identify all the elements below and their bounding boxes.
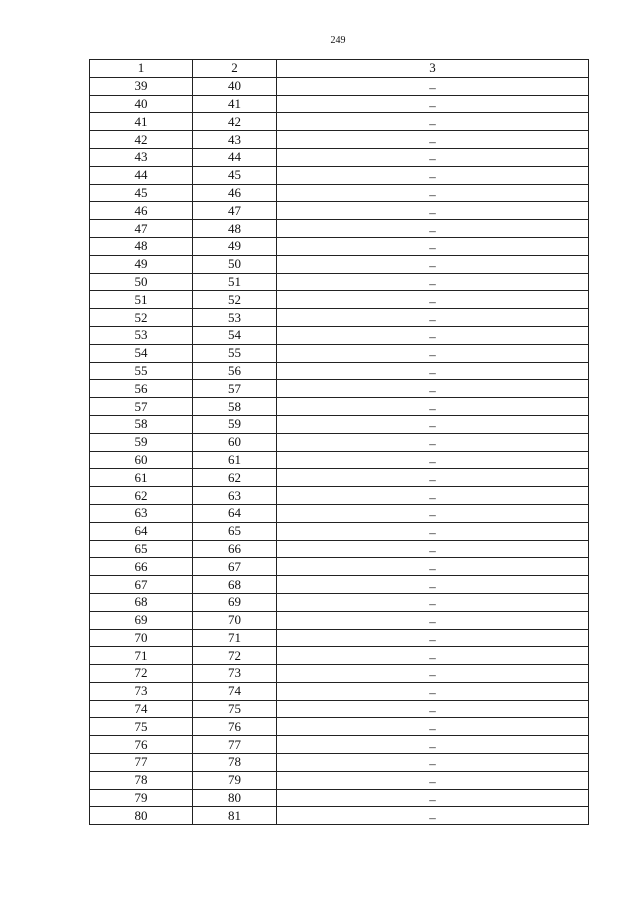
dash-mark: – <box>429 774 436 790</box>
table-row <box>90 736 589 754</box>
table-cell-col-1: 48 <box>90 237 193 255</box>
dash-mark: – <box>429 293 436 309</box>
table-cell-col-2: 41 <box>193 95 277 113</box>
table-cell-col-1: 77 <box>90 754 193 772</box>
table-cell-col-2: 61 <box>193 451 277 469</box>
table-row <box>90 718 589 736</box>
table-row <box>90 237 589 255</box>
table-cell-col-2: 43 <box>193 131 277 149</box>
table-cell-col-3 <box>277 558 589 576</box>
table-cell-col-1: 80 <box>90 807 193 825</box>
dash-mark: – <box>429 169 436 185</box>
table-row <box>90 255 589 273</box>
table-cell-col-2: 55 <box>193 344 277 362</box>
dash-mark: – <box>429 222 436 238</box>
table-cell-col-1: 78 <box>90 771 193 789</box>
dash-mark: – <box>429 275 436 291</box>
dash-mark: – <box>429 667 436 683</box>
dash-mark: – <box>429 311 436 327</box>
table-cell-col-1: 60 <box>90 451 193 469</box>
table-cell-col-3 <box>277 576 589 594</box>
table-row <box>90 362 589 380</box>
dash-mark: – <box>429 542 436 558</box>
table-row <box>90 380 589 398</box>
dash-mark: – <box>429 400 436 416</box>
table-cell-col-3 <box>277 273 589 291</box>
dash-mark: – <box>429 436 436 452</box>
table-row <box>90 148 589 166</box>
table-cell-col-3 <box>277 95 589 113</box>
table-cell-col-1: 44 <box>90 166 193 184</box>
table-cell-col-2: 47 <box>193 202 277 220</box>
table-body <box>90 77 589 824</box>
table-cell-col-3 <box>277 220 589 238</box>
table-row <box>90 611 589 629</box>
dash-mark: – <box>429 329 436 345</box>
dash-mark: – <box>429 685 436 701</box>
table-cell-col-3 <box>277 131 589 149</box>
table-cell-col-1: 68 <box>90 593 193 611</box>
table-cell-col-3 <box>277 415 589 433</box>
dash-mark: – <box>429 133 436 149</box>
dash-mark: – <box>429 720 436 736</box>
table-cell-col-1: 45 <box>90 184 193 202</box>
table-cell-col-3 <box>277 451 589 469</box>
dash-mark: – <box>429 507 436 523</box>
table-cell-col-3 <box>277 398 589 416</box>
dash-mark: – <box>429 186 436 202</box>
table-row <box>90 629 589 647</box>
table-cell-col-2: 45 <box>193 166 277 184</box>
table-row <box>90 754 589 772</box>
table-cell-col-3 <box>277 682 589 700</box>
table-cell-col-3 <box>277 504 589 522</box>
dash-mark: – <box>429 809 436 825</box>
dash-mark: – <box>429 347 436 363</box>
table-cell-col-3 <box>277 718 589 736</box>
dash-mark: – <box>429 418 436 434</box>
table-row <box>90 593 589 611</box>
table-cell-col-1: 58 <box>90 415 193 433</box>
table-cell-col-2: 69 <box>193 593 277 611</box>
table-cell-col-3 <box>277 469 589 487</box>
table-cell-col-1: 73 <box>90 682 193 700</box>
dash-mark: – <box>429 792 436 808</box>
dash-mark: – <box>429 258 436 274</box>
table-cell-col-1: 65 <box>90 540 193 558</box>
table-row <box>90 415 589 433</box>
dash-mark: – <box>429 489 436 505</box>
dash-mark: – <box>429 614 436 630</box>
table-cell-col-2: 80 <box>193 789 277 807</box>
table-cell-col-3 <box>277 807 589 825</box>
table-cell-col-2: 79 <box>193 771 277 789</box>
table-row <box>90 682 589 700</box>
table-cell-col-1: 39 <box>90 77 193 95</box>
dash-mark: – <box>429 382 436 398</box>
table-cell-col-1: 52 <box>90 309 193 327</box>
page-number: 249 <box>330 35 346 46</box>
dash-mark: – <box>429 97 436 113</box>
table-cell-col-1: 56 <box>90 380 193 398</box>
table-cell-col-2: 40 <box>193 77 277 95</box>
table-cell-col-2: 53 <box>193 309 277 327</box>
dash-mark: – <box>429 703 436 719</box>
table-cell-col-2: 56 <box>193 362 277 380</box>
table-cell-col-2: 81 <box>193 807 277 825</box>
table-cell-col-3 <box>277 433 589 451</box>
table-row <box>90 77 589 95</box>
table-cell-col-1: 64 <box>90 522 193 540</box>
table-cell-col-3 <box>277 148 589 166</box>
table-cell-col-1: 63 <box>90 504 193 522</box>
table-cell-col-1: 55 <box>90 362 193 380</box>
table-cell-col-3 <box>277 77 589 95</box>
table-row <box>90 807 589 825</box>
table-cell-col-1: 76 <box>90 736 193 754</box>
table-cell-col-1: 72 <box>90 665 193 683</box>
dash-mark: – <box>429 364 436 380</box>
data-table <box>89 59 589 825</box>
table-cell-col-2: 46 <box>193 184 277 202</box>
table-row <box>90 469 589 487</box>
table-cell-col-2: 50 <box>193 255 277 273</box>
table-cell-col-2: 49 <box>193 237 277 255</box>
table-cell-col-2: 72 <box>193 647 277 665</box>
table-cell-col-1: 41 <box>90 113 193 131</box>
dash-mark: – <box>429 525 436 541</box>
table-cell-col-3 <box>277 540 589 558</box>
column-header-3: 3 <box>277 60 589 78</box>
table-cell-col-3 <box>277 629 589 647</box>
dash-mark: – <box>429 560 436 576</box>
dash-mark: – <box>429 115 436 131</box>
table-cell-col-3 <box>277 202 589 220</box>
dash-mark: – <box>429 631 436 647</box>
table-cell-col-3 <box>277 665 589 683</box>
table-header <box>90 60 589 78</box>
dash-mark: – <box>429 649 436 665</box>
table-cell-col-2: 70 <box>193 611 277 629</box>
table-row <box>90 433 589 451</box>
table-row <box>90 700 589 718</box>
dash-mark: – <box>429 151 436 167</box>
table-row <box>90 522 589 540</box>
dash-mark: – <box>429 204 436 220</box>
table-row <box>90 487 589 505</box>
table-cell-col-3 <box>277 291 589 309</box>
table-cell-col-2: 65 <box>193 522 277 540</box>
table-row <box>90 184 589 202</box>
table-cell-col-2: 59 <box>193 415 277 433</box>
table-cell-col-2: 44 <box>193 148 277 166</box>
table-cell-col-2: 51 <box>193 273 277 291</box>
dash-mark: – <box>429 471 436 487</box>
table-cell-col-3 <box>277 166 589 184</box>
table-row <box>90 647 589 665</box>
dash-mark: – <box>429 80 436 96</box>
table-cell-col-3 <box>277 522 589 540</box>
table-row <box>90 309 589 327</box>
dash-mark: – <box>429 453 436 469</box>
table-cell-col-1: 57 <box>90 398 193 416</box>
table-cell-col-3 <box>277 344 589 362</box>
table-cell-col-1: 79 <box>90 789 193 807</box>
table-cell-col-3 <box>277 754 589 772</box>
table-row <box>90 326 589 344</box>
table-row <box>90 113 589 131</box>
table-row <box>90 220 589 238</box>
table-cell-col-3 <box>277 647 589 665</box>
table-cell-col-3 <box>277 237 589 255</box>
table-cell-col-1: 70 <box>90 629 193 647</box>
table-cell-col-1: 69 <box>90 611 193 629</box>
table-cell-col-1: 67 <box>90 576 193 594</box>
table-cell-col-1: 62 <box>90 487 193 505</box>
table-row <box>90 273 589 291</box>
table-row <box>90 131 589 149</box>
table-cell-col-1: 74 <box>90 700 193 718</box>
table-row <box>90 166 589 184</box>
table-row <box>90 95 589 113</box>
table-cell-col-1: 61 <box>90 469 193 487</box>
table-cell-col-3 <box>277 309 589 327</box>
table-cell-col-3 <box>277 700 589 718</box>
table-cell-col-1: 49 <box>90 255 193 273</box>
table-cell-col-3 <box>277 380 589 398</box>
table-cell-col-3 <box>277 771 589 789</box>
table-row <box>90 398 589 416</box>
table-cell-col-3 <box>277 362 589 380</box>
table-cell-col-1: 51 <box>90 291 193 309</box>
table-cell-col-2: 63 <box>193 487 277 505</box>
table-cell-col-2: 74 <box>193 682 277 700</box>
table-cell-col-1: 59 <box>90 433 193 451</box>
table-cell-col-2: 77 <box>193 736 277 754</box>
table-cell-col-2: 58 <box>193 398 277 416</box>
table-cell-col-2: 68 <box>193 576 277 594</box>
table-cell-col-2: 42 <box>193 113 277 131</box>
table-cell-col-1: 54 <box>90 344 193 362</box>
table-cell-col-1: 50 <box>90 273 193 291</box>
table-cell-col-2: 57 <box>193 380 277 398</box>
dash-mark: – <box>429 240 436 256</box>
table-cell-col-2: 48 <box>193 220 277 238</box>
table-row <box>90 504 589 522</box>
dash-mark: – <box>429 578 436 594</box>
table-cell-col-1: 53 <box>90 326 193 344</box>
table-cell-col-2: 76 <box>193 718 277 736</box>
table-cell-col-1: 40 <box>90 95 193 113</box>
table-cell-col-3 <box>277 113 589 131</box>
table-row <box>90 451 589 469</box>
table-cell-col-3 <box>277 611 589 629</box>
table-row <box>90 202 589 220</box>
table-cell-col-3 <box>277 736 589 754</box>
table-row <box>90 558 589 576</box>
dash-mark: – <box>429 738 436 754</box>
table-cell-col-3 <box>277 326 589 344</box>
table-cell-col-3 <box>277 487 589 505</box>
table-cell-col-2: 62 <box>193 469 277 487</box>
table-row <box>90 665 589 683</box>
table-row <box>90 291 589 309</box>
table-cell-col-2: 71 <box>193 629 277 647</box>
table-cell-col-2: 73 <box>193 665 277 683</box>
table-row <box>90 576 589 594</box>
table-cell-col-1: 43 <box>90 148 193 166</box>
table-row <box>90 771 589 789</box>
table-cell-col-3 <box>277 789 589 807</box>
table-cell-col-1: 66 <box>90 558 193 576</box>
table-cell-col-1: 47 <box>90 220 193 238</box>
table-cell-col-3 <box>277 593 589 611</box>
table-cell-col-2: 52 <box>193 291 277 309</box>
dash-mark: – <box>429 756 436 772</box>
table-row <box>90 344 589 362</box>
table-cell-col-1: 75 <box>90 718 193 736</box>
table-cell-col-2: 67 <box>193 558 277 576</box>
table-cell-col-3 <box>277 184 589 202</box>
table-cell-col-1: 42 <box>90 131 193 149</box>
column-header-2: 2 <box>193 60 277 78</box>
table-header-row <box>90 60 589 78</box>
table-cell-col-1: 71 <box>90 647 193 665</box>
table-row <box>90 789 589 807</box>
table-cell-col-2: 75 <box>193 700 277 718</box>
table-cell-col-2: 78 <box>193 754 277 772</box>
table-cell-col-2: 64 <box>193 504 277 522</box>
table-row <box>90 540 589 558</box>
table-cell-col-1: 46 <box>90 202 193 220</box>
column-header-1: 1 <box>90 60 193 78</box>
table-cell-col-3 <box>277 255 589 273</box>
table-cell-col-2: 66 <box>193 540 277 558</box>
table-cell-col-2: 60 <box>193 433 277 451</box>
dash-mark: – <box>429 596 436 612</box>
table-cell-col-2: 54 <box>193 326 277 344</box>
